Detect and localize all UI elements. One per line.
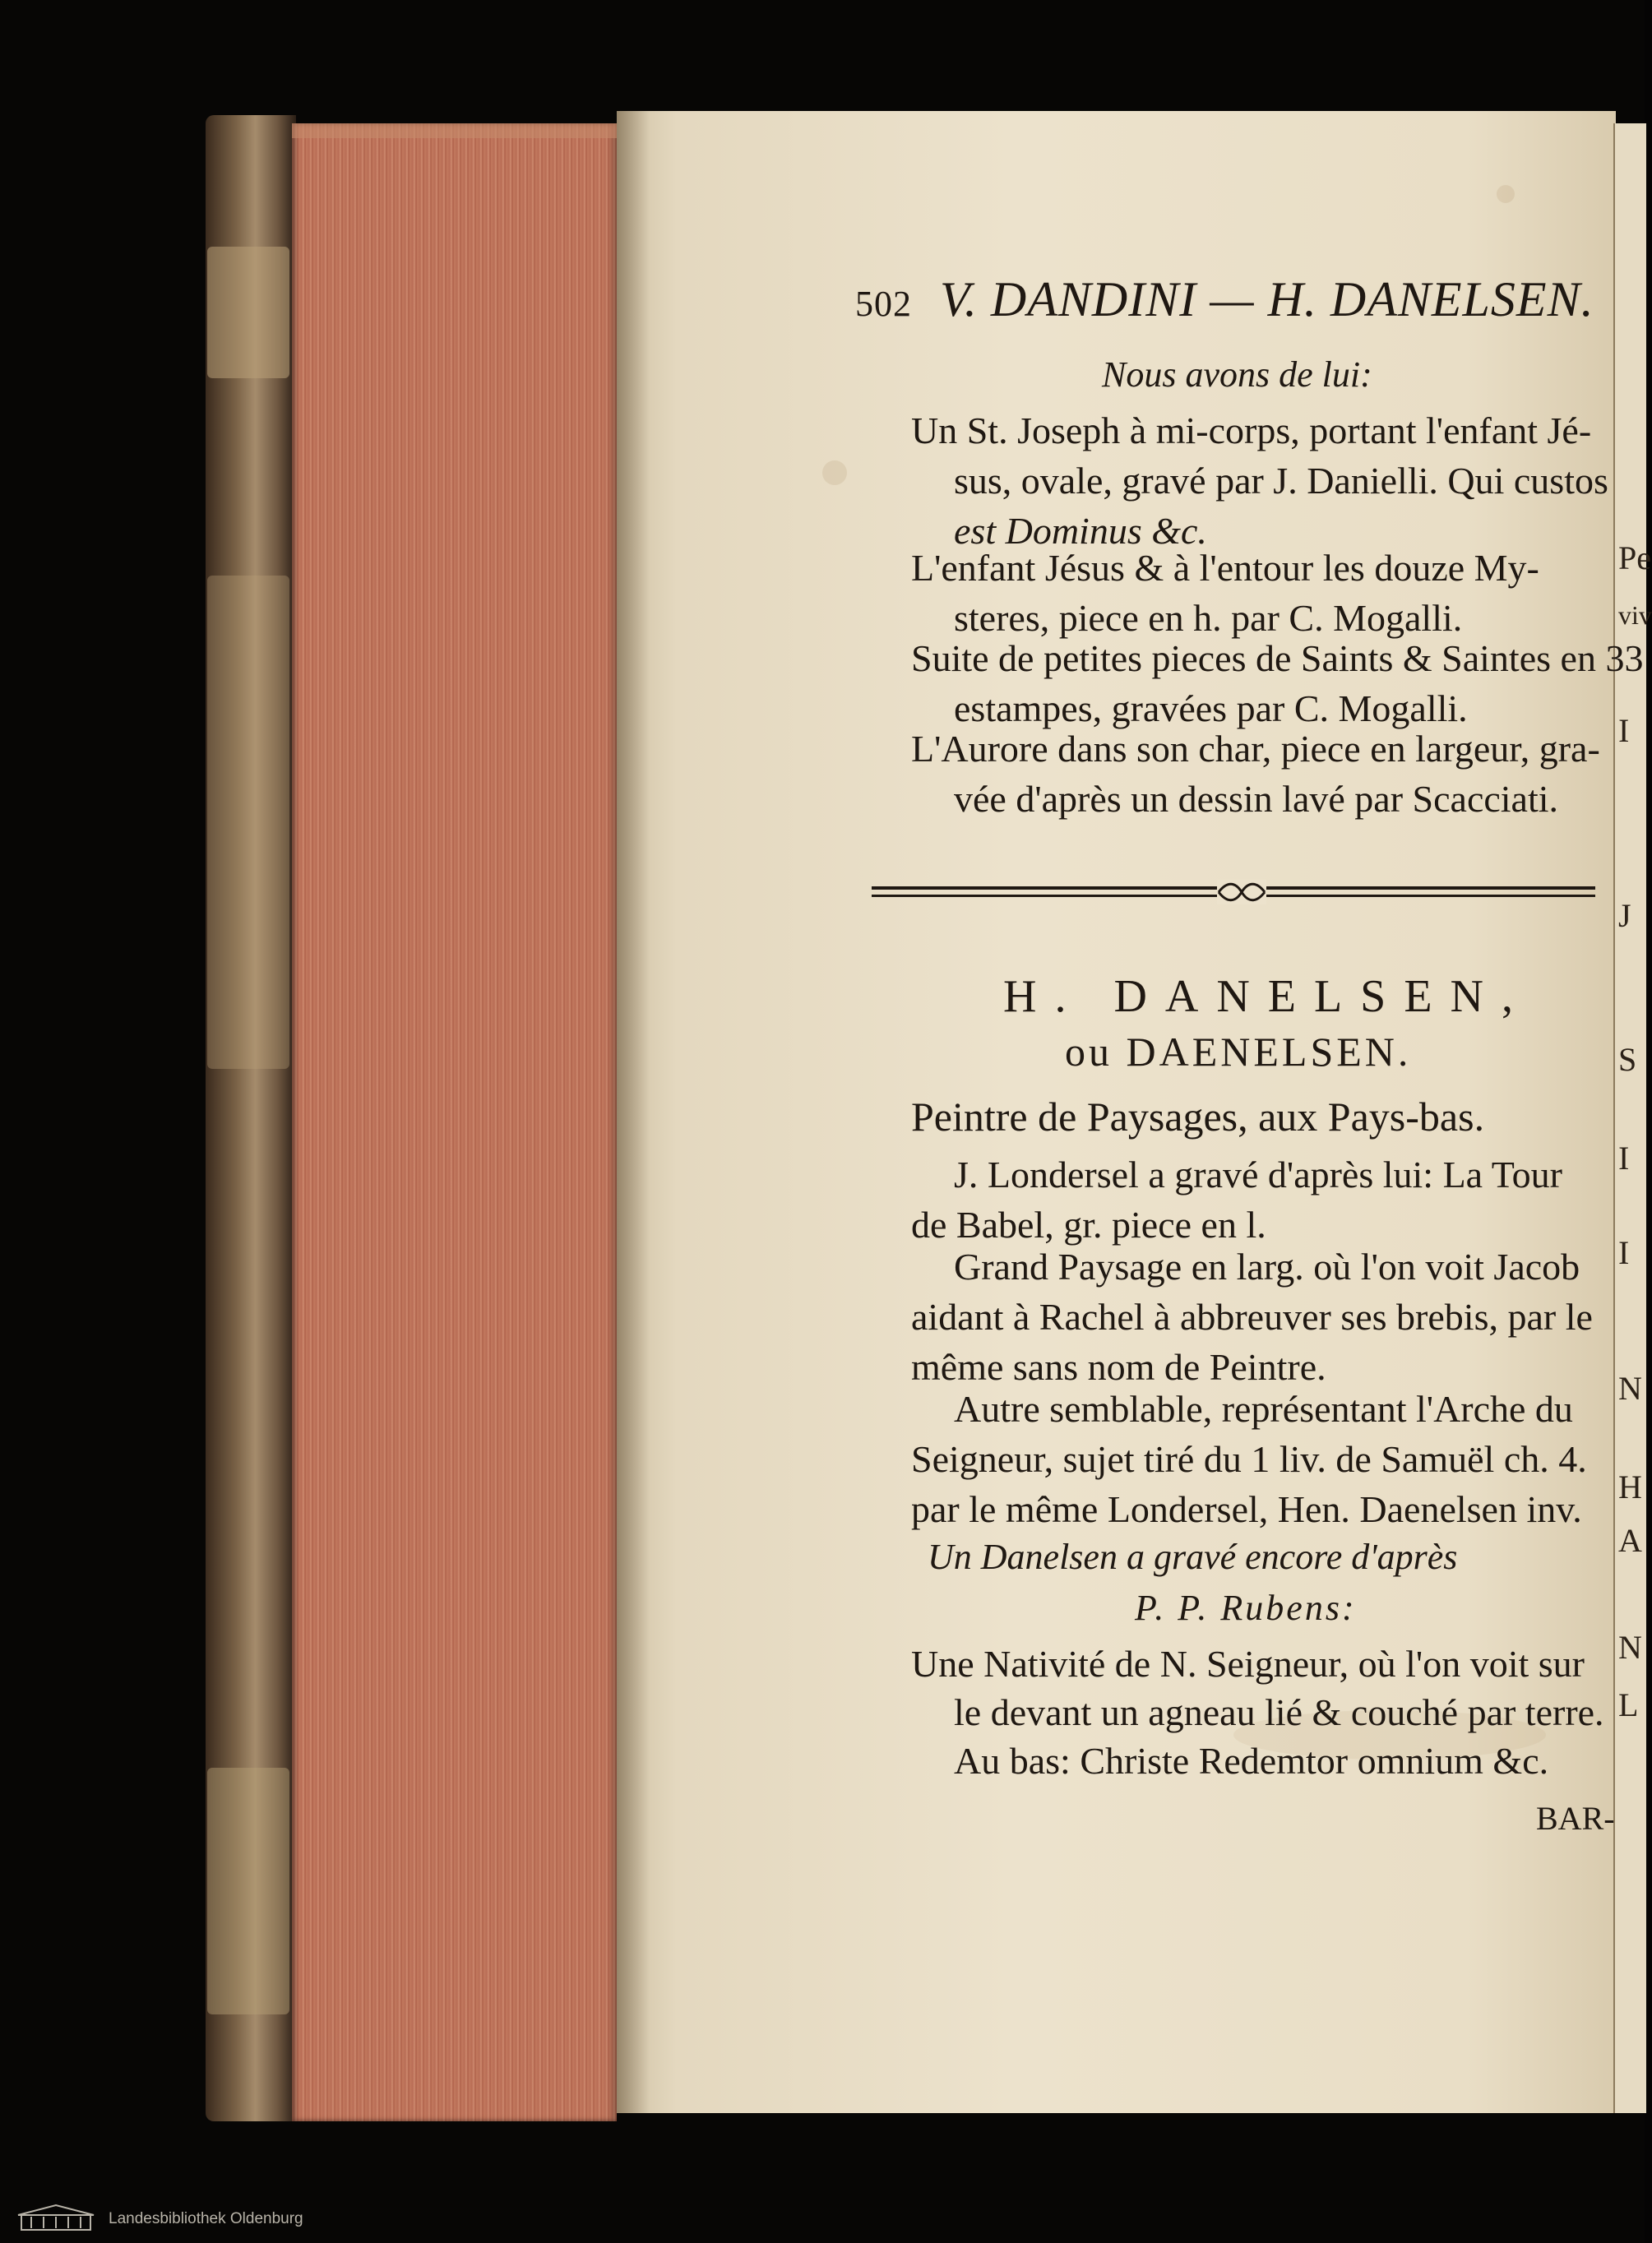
entry-line: Une Nativité de N. Seigneur, où l'on voit sur — [911, 1643, 1585, 1685]
entry-line: vée d'après un dessin lavé par Scacciati. — [954, 778, 1559, 820]
library-name: Landesbibliothek Oldenburg — [109, 2210, 303, 2227]
next-page-fragment: I — [1618, 1140, 1630, 1177]
entry-line: L'enfant Jésus & à l'entour les douze My- — [911, 547, 1539, 589]
entry-line: Seigneur, sujet tiré du 1 liv. de Samuël ch. 4. — [911, 1438, 1587, 1480]
binding-wear — [207, 576, 289, 1069]
library-building-icon — [15, 2204, 97, 2233]
next-page-fragment: L — [1618, 1686, 1639, 1723]
entry-line: L'Aurore dans son char, piece en largeur, gra- — [911, 728, 1600, 770]
engraving-intro: P. P. Rubens: — [1135, 1588, 1357, 1628]
page-edges — [292, 123, 617, 2121]
entry-line: par le même Londersel, Hen. Daenelsen inv. — [911, 1488, 1582, 1530]
ornamental-divider — [872, 886, 1595, 900]
running-head-names: V. DANDINI — H. DANELSEN. — [940, 272, 1594, 326]
entry-line: aidant à Rachel à abbreuver ses brebis, par le — [911, 1296, 1593, 1338]
entry-subtitle: ou DAENELSEN. — [1065, 1029, 1412, 1075]
binding-wear — [207, 1768, 289, 2014]
flourish-icon — [1217, 880, 1266, 904]
paper-stain — [1497, 185, 1515, 203]
entry-line: est Dominus &c. — [954, 510, 1207, 552]
next-page-fragment: I — [1618, 1234, 1630, 1271]
entry-line: steres, piece en h. par C. Mogalli. — [954, 597, 1463, 639]
next-page-fragment: H — [1618, 1468, 1642, 1505]
engraving-intro: Un Danelsen a gravé encore d'après — [928, 1537, 1458, 1577]
next-page-fragment: N — [1618, 1370, 1642, 1407]
gutter-shadow — [617, 111, 650, 2113]
entry-line: Au bas: Christe Redemtor omnium &c. — [954, 1740, 1549, 1782]
paper-stain — [822, 460, 847, 485]
next-page-fragment: S — [1618, 1041, 1637, 1078]
entry-title: H. DANELSEN, — [1003, 971, 1531, 1022]
next-page-fragment: Pe — [1618, 539, 1651, 576]
running-head — [855, 271, 1594, 328]
next-page-fragment: J — [1618, 897, 1631, 934]
section-intro: Nous avons de lui: — [1102, 354, 1372, 395]
page-number: 502 — [855, 284, 912, 324]
entry-line: Grand Paysage en larg. où l'on voit Jacob — [954, 1246, 1580, 1288]
entry-line: de Babel, gr. piece en l. — [911, 1204, 1266, 1246]
entry-line: Un St. Joseph à mi-corps, portant l'enfant Jé- — [911, 409, 1592, 451]
binding-wear — [207, 247, 289, 378]
entry-line: même sans nom de Peintre. — [911, 1346, 1326, 1388]
entry-line: le devant un agneau lié & couché par terre. — [954, 1691, 1604, 1733]
entry-line: estampes, gravées par C. Mogalli. — [954, 687, 1468, 729]
catchword: BAR- — [1536, 1800, 1615, 1837]
page-edges-top — [292, 123, 617, 138]
next-page-fragment: I — [1618, 712, 1630, 749]
entry-line: sus, ovale, gravé par J. Danielli. Qui custos — [954, 460, 1608, 502]
entry-lead: Peintre de Paysages, aux Pays-bas. — [911, 1094, 1485, 1140]
entry-line: Autre semblable, représentant l'Arche du — [954, 1388, 1573, 1430]
next-page-edge — [1613, 123, 1652, 2113]
next-page-fragment: viv — [1618, 600, 1652, 630]
next-page-fragment: A — [1618, 1522, 1642, 1559]
entry-line: J. Londersel a gravé d'après lui: La Tour — [954, 1154, 1562, 1195]
entry-line: Suite de petites pieces de Saints & Saintes en 33 — [911, 637, 1644, 679]
next-page-fragment: N — [1618, 1629, 1642, 1666]
